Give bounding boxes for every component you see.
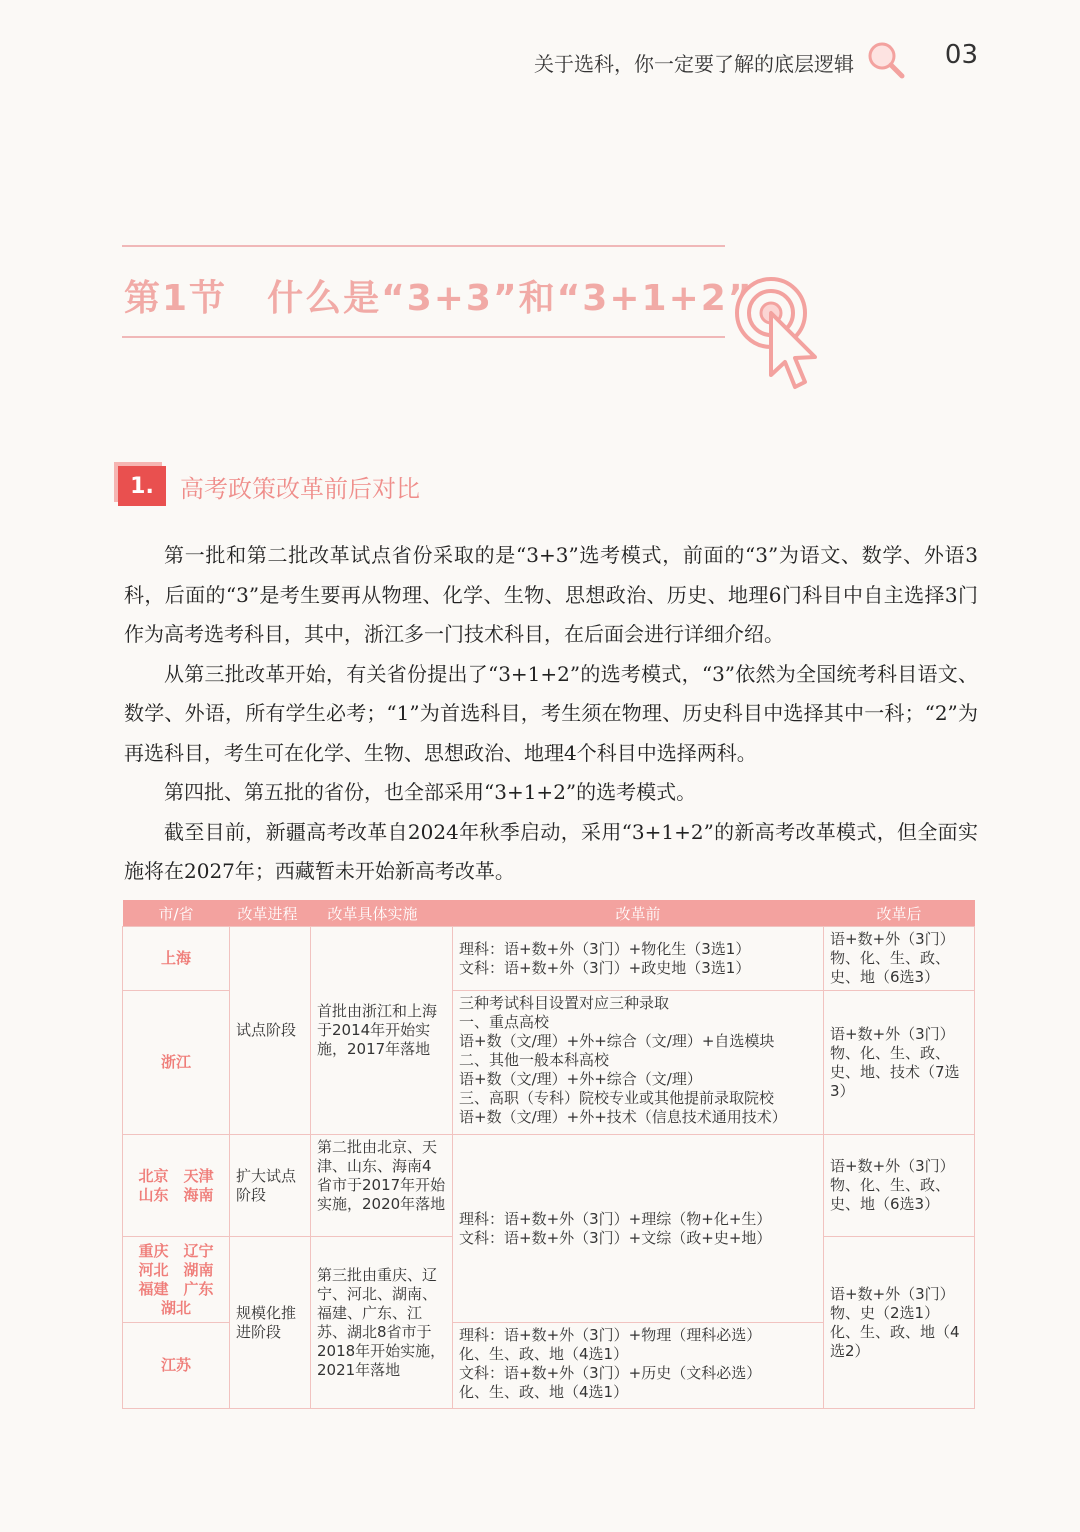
province-group3: 重庆 辽宁 河北 湖南 福建 广东 湖北: [123, 1237, 230, 1323]
running-header: [534, 40, 980, 85]
province-zhejiang: 浙江: [123, 991, 230, 1135]
stage-expand: 扩大试点阶段: [230, 1135, 311, 1237]
after-group3: 语+数+外（3门）物、史（2选1）化、生、政、地（4选2）: [824, 1237, 975, 1409]
before-group2: 理科：语+数+外（3门）+理综（物+化+生） 文科：语+数+外（3门）+文综（政+史+地）: [453, 1135, 824, 1323]
table-header-row: [123, 900, 975, 927]
impl-batch2: 第二批由北京、天津、山东、海南4省市于2017年开始实施，2020年落地: [311, 1135, 453, 1237]
section-label: 第1节: [124, 278, 228, 319]
impl-batch1: 首批由浙江和上海于2014年开始实施，2017年落地: [311, 927, 453, 1135]
header-progress-impl: 改革进程 改革具体实施: [230, 900, 453, 927]
before-jiangsu: 理科：语+数+外（3门）+物理（理科必选） 化、生、政、地（4选1） 文科：语+数+外（3门）+历史（文科必选） 化、生、政、地（4选1）: [453, 1323, 824, 1409]
paragraph: 截至目前，新疆高考改革自2024年秋季启动，采用“3+1+2”的新高考改革模式，但全面实施将在2027年；西藏暂未开始新高考改革。: [124, 819, 978, 883]
province-shanghai: 上海: [123, 927, 230, 991]
table-row: [123, 1135, 975, 1237]
header-province: 市/省: [123, 900, 230, 927]
after-shanghai: 语+数+外（3门）物、化、生、政、史、地（6选3）: [824, 927, 975, 991]
body-text: [124, 536, 978, 892]
subsection-heading: [118, 466, 420, 506]
province-jiangsu: 江苏: [123, 1323, 230, 1409]
section-title: [124, 270, 753, 321]
page-number: 03: [944, 40, 978, 70]
before-zhejiang: 三种考试科目设置对应三种录取 一、重点高校 语+数（文/理）+外+综合（文/理）+自选模块 二、其他一般本科高校 语+数（文/理）+外+综合（文/理） 三、高职（专科）院校专业或其他提前录取院校 语+数（文/理）+外+技术（信息技术通用技术）: [453, 991, 824, 1135]
paragraph: 第一批和第二批改革试点省份采取的是“3+3”选考模式，前面的“3”为语文、数学、外语3科，后面的“3”是考生要再从物理、化学、生物、思想政治、历史、地理6门科目中自主选择3门作为高考选考科目，其中，浙江多一门技术科目，在后面会进行详细介绍。: [124, 543, 978, 646]
before-shanghai: 理科：语+数+外（3门）+物化生（3选1） 文科：语+数+外（3门）+政史地（3选1）: [453, 927, 824, 991]
stage-scale: 规模化推进阶段: [230, 1237, 311, 1409]
stage-pilot: 试点阶段: [230, 927, 311, 1135]
click-cursor-icon: [733, 275, 825, 399]
province-group2: 北京 天津 山东 海南: [123, 1135, 230, 1237]
section-heading: 什么是“3+3”和“3+1+2”: [267, 278, 754, 319]
magnifier-icon: [866, 40, 906, 85]
table-row: [123, 927, 975, 991]
running-title: 关于选科，你一定要了解的底层逻辑: [534, 52, 854, 76]
header-after: 改革后: [824, 900, 975, 927]
paragraph: 从第三批改革开始，有关省份提出了“3+1+2”的选考模式，“3”依然为全国统考科目语文、数学、外语，所有学生必考；“1”为首选科目，考生须在物理、历史科目中选择其中一科；“2”为再选科目，考生可在化学、生物、思想政治、地理4个科目中选择两科。: [124, 661, 978, 765]
title-rule-bottom: [122, 336, 725, 338]
impl-batch3: 第三批由重庆、辽宁、河北、湖南、福建、广东、江苏、湖北8省市于2018年开始实施，2021年落地: [311, 1237, 453, 1409]
subsection-title: 高考政策改革前后对比: [180, 474, 420, 503]
reform-comparison-table: [122, 900, 975, 1409]
header-before: 改革前: [453, 900, 824, 927]
after-group2: 语+数+外（3门）物、化、生、政、史、地（6选3）: [824, 1135, 975, 1237]
after-zhejiang: 语+数+外（3门）物、化、生、政、史、地、技术（7选3）: [824, 991, 975, 1135]
title-rule-top: [122, 245, 725, 247]
subsection-number: 1.: [118, 466, 166, 506]
paragraph: 第四批、第五批的省份，也全部采用“3+1+2”的选考模式。: [164, 780, 697, 804]
